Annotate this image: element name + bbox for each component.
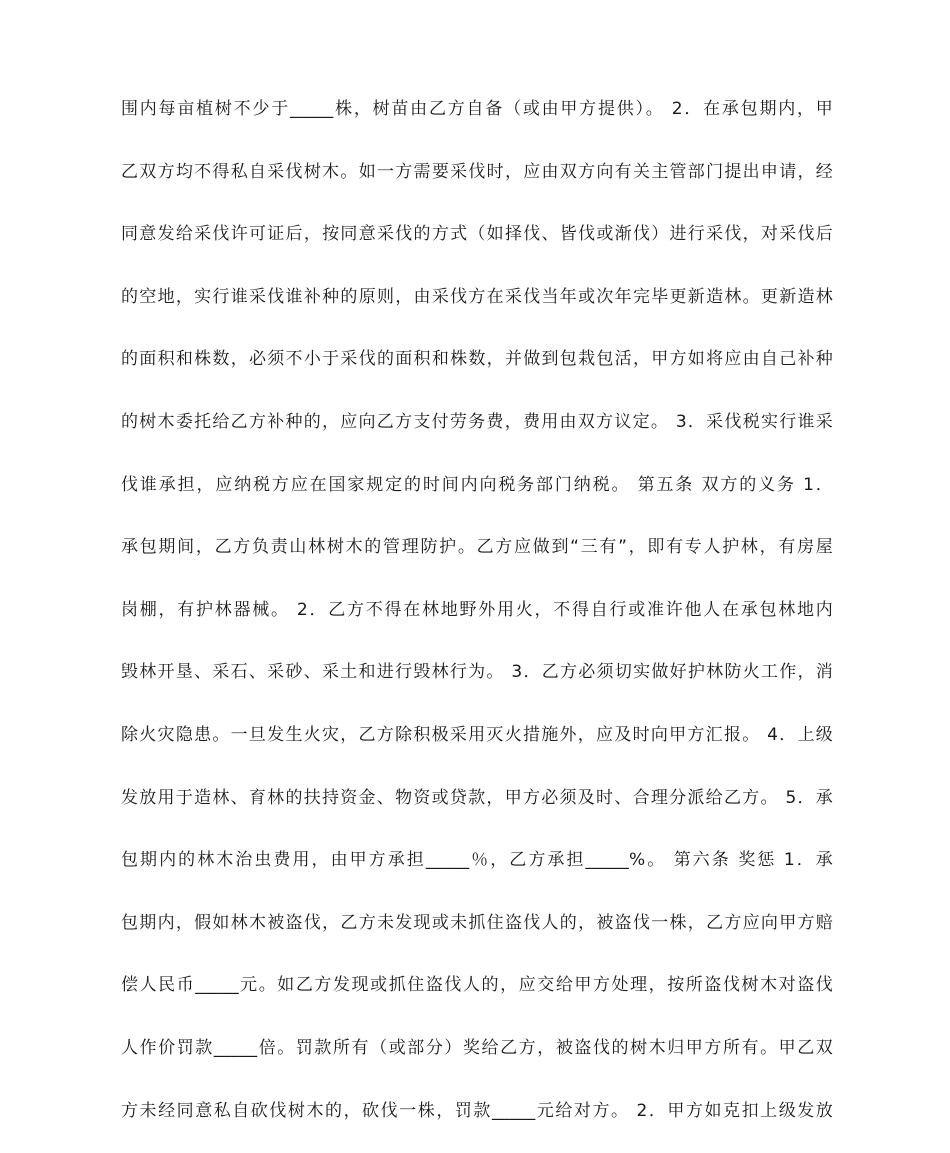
contract-text-body [121, 89, 833, 1153]
text-line: 的面积和株数，必须不小于采伐的面积和株数，并做到包栽包活，甲方如将应由自己补种 [121, 349, 833, 370]
text-line: 包期内，假如林木被盗伐，乙方未发现或未抓住盗伐人的，被盗伐一株，乙方应向甲方赔 [121, 912, 833, 933]
text-line: 发放用于造林、育林的扶持资金、物资或贷款，甲方必须及时、合理分派给乙方。 5．承 [121, 787, 833, 808]
text-line: 乙双方均不得私自采伐树木。如一方需要采伐时，应由双方向有关主管部门提出申请，经 [121, 161, 833, 182]
text-line: 围内每亩植树不少于_____株，树苗由乙方自备（或由甲方提供）。 2．在承包期内，甲 [121, 99, 833, 119]
text-line: 除火灾隐患。一旦发生火灾，乙方除积极采用灭火措施外，应及时向甲方汇报。 4．上级 [121, 724, 833, 745]
text-line: 同意发给采伐许可证后，按同意采伐的方式（如择伐、皆伐或渐伐）进行采伐，对采伐后 [121, 224, 833, 245]
text-line: 岗棚，有护林器械。 2．乙方不得在林地野外用火，不得自行或准许他人在承包林地内 [121, 599, 833, 620]
text-line: 方未经同意私自砍伐树木的，砍伐一株，罚款_____元给对方。 2．甲方如克扣上级发放 [121, 1100, 833, 1121]
text-line: 偿人民币_____元。如乙方发现或抓住盗伐人的，应交给甲方处理，按所盗伐树木对盗伐 [121, 975, 833, 996]
text-line: 包期内的林木治虫费用，由甲方承担_____％，乙方承担_____%。 第六条 奖惩 1．承 [121, 850, 833, 871]
text-line: 承包期间，乙方负责山林树木的管理防护。乙方应做到“三有”，即有专人护林，有房屋 [121, 537, 833, 558]
text-line: 毁林开垦、采石、采砂、采土和进行毁林行为。 3．乙方必须切实做好护林防火工作，消 [121, 662, 833, 683]
text-line: 的空地，实行谁采伐谁补种的原则，由采伐方在采伐当年或次年完毕更新造林。更新造林 [121, 286, 833, 307]
text-line: 人作价罚款_____倍。罚款所有（或部分）奖给乙方，被盗伐的树木归甲方所有。甲乙双 [121, 1037, 833, 1058]
text-line: 伐谁承担，应纳税方应在国家规定的时间内向税务部门纳税。 第五条 双方的义务 1． [121, 474, 833, 495]
text-line: 的树木委托给乙方补种的，应向乙方支付劳务费，费用由双方议定。 3．采伐税实行谁采 [121, 411, 833, 432]
